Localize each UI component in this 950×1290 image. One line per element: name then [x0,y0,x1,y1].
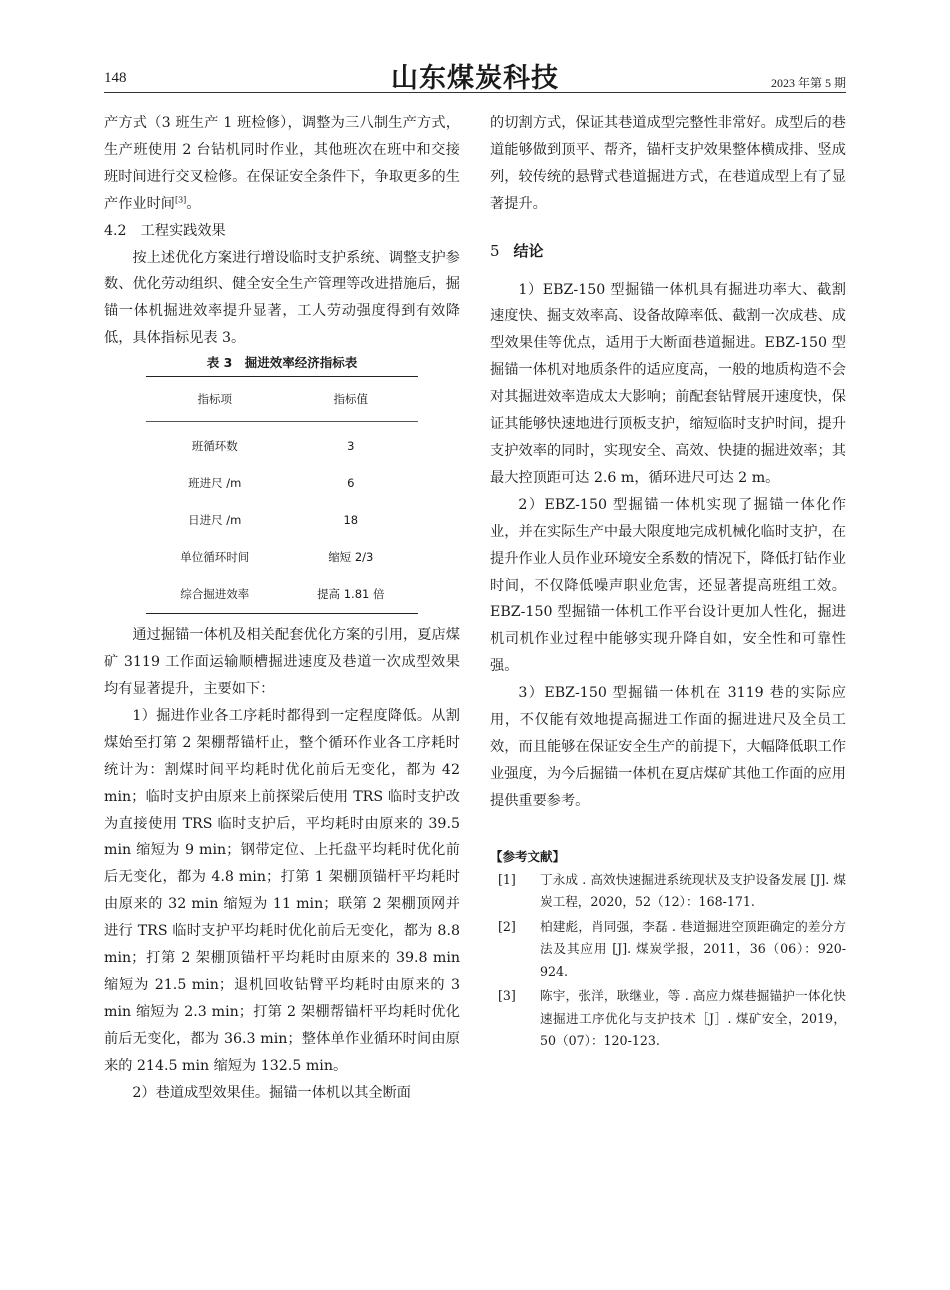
paragraph-item-1: 1）掘进作业各工序耗时都得到一定程度降低。从割煤始至打第 2 架棚帮锚杆止，整个循环作业各工序耗时统计为：割煤时间平均耗时优化前后无变化，都为 42 min；临时支护由原来上前探梁后使用 TRS 临时支护改为直接使用 TRS 临时支护后，平均耗时由原来的 39.5 min 缩短为 9 min；钢带定位、上托盘平均耗时优化前后无变化，都为 4.8 min；打第 1 架棚顶锚杆平均耗时由原来的 32 min 缩短为 11 min；联第 2 架棚顶网并进行 TRS 临时支护平均耗时优化前后无变化，都为 8.8 min；打第 2 架棚顶锚杆平均耗时由原来的 39.8 min 缩短为 21.5 min；退机回收钻臂平均耗时由原来的 3 min 缩短为 2.3 min；打第 2 架棚帮锚杆平均耗时优化前后无变化，都为 36.3 min；整体单作业循环时间由原来的 214.5 min 缩短为 132.5 min。 [104,707,460,1074]
section-heading-4-2: 4.2 工程实践效果 [104,222,226,239]
table-cell: 6 [347,476,355,491]
table-cell: 班循环数 [191,439,238,454]
reference-item: [2] 柏建彪，肖同强，李磊 . 巷道掘进空顶距确定的差分方法及其应用 [J]. 煤炭学报，2011，36（06）：920-924. [498,918,846,979]
table-header-row [146,377,418,422]
reference-item: [1] 丁永成 . 高效快速掘进系统现状及支护设备发展 [J]. 煤炭工程，2020，52（12）：168-171. [498,871,846,910]
right-column [490,110,846,1053]
conclusion-3: 3）EBZ-150 型掘锚一体机在 3119 巷的实际应用，不仅能有效地提高掘进工作面的掘进进尺及全员工效，而且能够在保证安全生产的前提下，大幅降低职工作业强度，为今后掘锚一体机在夏店煤矿其他工作面的应用提供重要参考。 [490,685,846,809]
paragraph-intro: 产方式（3 班生产 1 班检修），调整为三八制生产方式，生产班使用 2 台钻机同时作业，其他班次在班中和交接班时间进行交叉检修。在保证安全条件下，争取更多的生产作业时间[3]。 [104,115,460,212]
paragraph-item-2: 2）巷道成型效果佳。掘锚一体机以其全断面 [132,1084,411,1101]
table-header: 指标项 [146,377,284,422]
table-row [146,422,418,466]
table-row [146,539,418,576]
table-cell: 提高 1.81 倍 [284,576,418,614]
references-title: 【参考文献】 [490,848,566,864]
table-cell: 日进尺 /m [188,513,242,528]
conclusion-1: 1）EBZ-150 型掘锚一体机具有掘进功率大、截割速度快、掘支效率高、设备故障率低、截割一次成巷、成型效果佳等优点，适用于大断面巷道掘进。EBZ-150 型掘锚一体机对地质条件的适应度高，一般的地质构造不会对其掘进效率造成太大影响；前配套钻臂展开速度快，保证其能够快速地进行顶板支护，缩短临时支护时间，提升支护效率的同时，实现安全、高效、快捷的掘进效率；其最大控顶距可达 2.6 m，循环进尺可达 2 m。 [490,281,846,486]
table-cell: 单位循环时间 [180,550,250,565]
paragraph-after-table: 通过掘锚一体机及相关配套优化方案的引用，夏店煤矿 3119 工作面运输顺槽掘进速度及巷道一次成型效果均有显著提升，主要如下： [104,627,460,697]
page-header [104,62,846,93]
paragraph-item-2-cont: 的切割方式，保证其巷道成型完整性非常好。成型后的巷道能够做到顶平、帮齐，锚杆支护效果整体横成排、竖成列，较传统的悬臂式巷道掘进方式，在巷道成型上有了显著提升。 [490,115,846,212]
left-column [104,110,460,1106]
table-cell: 缩短 2/3 [328,550,374,565]
paragraph-4-2: 按上述优化方案进行增设临时支护系统、调整支护参数、优化劳动组织、健全安全生产管理等改进措施后，掘锚一体机掘进效率提升显著，工人劳动强度得到有效降低，具体指标见表 3。 [104,249,460,347]
efficiency-table [146,376,418,614]
table-header: 指标值 [284,377,418,422]
table-cell: 3 [347,439,355,454]
reference-item: [3] 陈宇，张洋，耿继业，等 . 高应力煤巷掘锚护一体化快速掘进工序优化与支护技术［J］. 煤矿安全，2019，50（07）：120-123. [498,988,846,1049]
conclusion-2: 2）EBZ-150 型掘锚一体机实现了掘锚一体化作业，并在实际生产中最大限度地完成机械化临时支护，在提升作业人员作业环境安全系数的情况下，降低打钻作业时间，不仅降低噪声职业危害，还显著提高班组工效。EBZ-150 型掘锚一体机工作平台设计更加人性化，掘进机司机作业过程中能够实现升降自如，安全性和可靠性强。 [490,496,846,675]
citation: [3] [174,194,187,204]
table-cell: 班进尺 /m [188,476,242,491]
section-heading-5: 5 结论 [490,241,544,260]
table-title: 表 3 掘进效率经济指标表 [206,355,358,371]
table-row [146,502,418,539]
table-row [146,576,418,614]
issue-label: 2023 年第 5 期 [770,76,846,90]
table-row [146,465,418,502]
table-cell: 综合掘进效率 [146,576,284,614]
table-cell: 18 [343,513,359,528]
page-number: 148 [104,70,127,86]
journal-title: 山东煤炭科技 [391,63,559,94]
